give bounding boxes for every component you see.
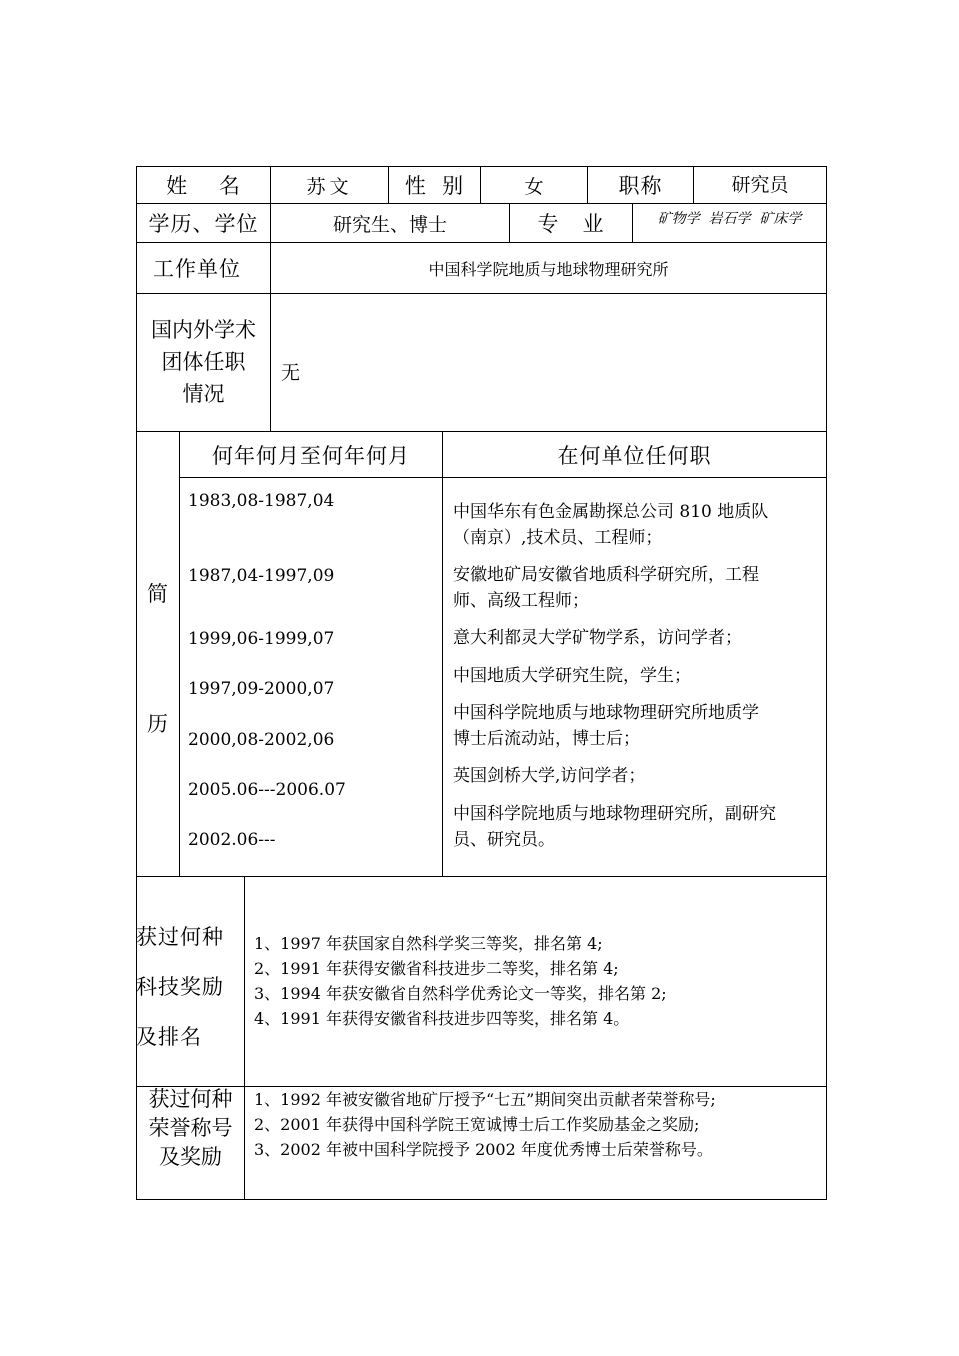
period-entry: 2000,08-2002,06 [188, 730, 335, 750]
resume-side-label-top: 简 [147, 582, 169, 606]
row-divider [179, 477, 827, 478]
degree-value: 研究生、博士 [332, 213, 447, 236]
period-column-header: 何年何月至何年何月 [212, 443, 410, 468]
unit-label: 工作单位 [153, 257, 241, 281]
position-line: 中国科学院地质与地球物理研究所，副研究 [453, 804, 776, 824]
awards-label-line: 获过何种 [136, 925, 224, 949]
society-value: 无 [281, 362, 301, 384]
period-entry: 2005.06---2006.07 [188, 780, 346, 800]
honor-item: 3、2002 年被中国科学院授予 2002 年度优秀博士后荣誉称号。 [254, 1140, 713, 1159]
society-label-line: 情况 [182, 382, 225, 406]
col-divider [442, 431, 443, 876]
honors-label-line: 获过何种 [148, 1087, 233, 1111]
honors-list [254, 1087, 716, 1162]
position-entry [453, 700, 759, 752]
col-divider [244, 876, 245, 1200]
name-label: 姓 名 [166, 174, 241, 198]
awards-label-line: 科技奖励 [136, 975, 224, 999]
position-line: 师、高级工程师； [453, 591, 589, 611]
position-line: 博士后流动站，博士后； [453, 729, 640, 749]
honors-label-line: 及奖励 [159, 1145, 222, 1169]
col-divider [270, 293, 271, 431]
position-entry [453, 562, 759, 614]
position-entry [453, 663, 691, 689]
position-line: 安徽地矿局安徽省地质科学研究所，工程 [453, 565, 759, 585]
title-value: 研究员 [731, 173, 789, 196]
honor-item: 2、2001 年获得中国科学院王宽诚博士后工作奖励基金之奖励; [254, 1115, 700, 1134]
period-entry: 2002.06--- [188, 830, 276, 850]
award-item: 2、1991 年获得安徽省科技进步二等奖，排名第 4; [254, 959, 619, 978]
position-column-header: 在何单位任何职 [557, 443, 712, 468]
period-entry: 1987,04-1997,09 [188, 566, 335, 586]
period-entry: 1999,06-1999,07 [188, 629, 335, 649]
position-line: 中国华东有色金属勘探总公司 810 地质队 [453, 502, 769, 522]
major-label: 专 业 [537, 212, 605, 236]
honor-item: 1、1992 年被安徽省地矿厅授予“七五”期间突出贡献者荣誉称号; [254, 1090, 716, 1109]
honors-label [137, 1085, 244, 1172]
period-entry: 1983,08-1987,04 [188, 491, 335, 511]
major-value: 矿物学 岩石学 矿床学 [657, 211, 802, 227]
position-line: 意大利都灵大学矿物学系，访问学者； [453, 628, 742, 648]
society-label-line: 团体任职 [161, 350, 246, 374]
period-entry: 1997,09-2000,07 [188, 679, 335, 699]
gender-label: 性 别 [404, 174, 465, 198]
row-divider [136, 293, 827, 294]
awards-label-line: 及排名 [136, 1025, 202, 1049]
position-entry [453, 801, 776, 853]
position-line: （南京）,技术员、工程师； [453, 528, 663, 548]
award-item: 4、1991 年获得安徽省科技进步四等奖，排名第 4。 [254, 1009, 630, 1028]
position-line: 中国科学院地质与地球物理研究所地质学 [453, 703, 759, 723]
degree-label: 学历、学位 [148, 212, 259, 236]
position-line: 中国地质大学研究生院，学生； [453, 666, 691, 686]
unit-value: 中国科学院地质与地球物理研究所 [428, 259, 669, 279]
position-line: 英国剑桥大学,访问学者； [453, 766, 646, 786]
society-label [137, 314, 270, 414]
position-entry [453, 625, 742, 651]
title-label: 职称 [618, 174, 663, 198]
position-entry [453, 499, 768, 551]
row-divider [136, 876, 827, 877]
name-value: 苏文 [306, 175, 353, 198]
award-item: 1、1997 年获国家自然科学奖三等奖，排名第 4; [254, 934, 603, 953]
honors-label-line: 荣誉称号 [148, 1116, 233, 1140]
awards-label [136, 912, 224, 1062]
awards-list [254, 931, 667, 1031]
position-line: 员、研究员。 [453, 830, 555, 850]
society-label-line: 国内外学术 [151, 318, 256, 342]
award-item: 3、1994 年获安徽省自然科学优秀论文一等奖，排名第 2; [254, 984, 667, 1003]
resume-side-label-bottom: 历 [147, 712, 169, 736]
gender-value: 女 [524, 175, 544, 198]
col-divider [179, 431, 180, 876]
position-entry [453, 763, 645, 789]
